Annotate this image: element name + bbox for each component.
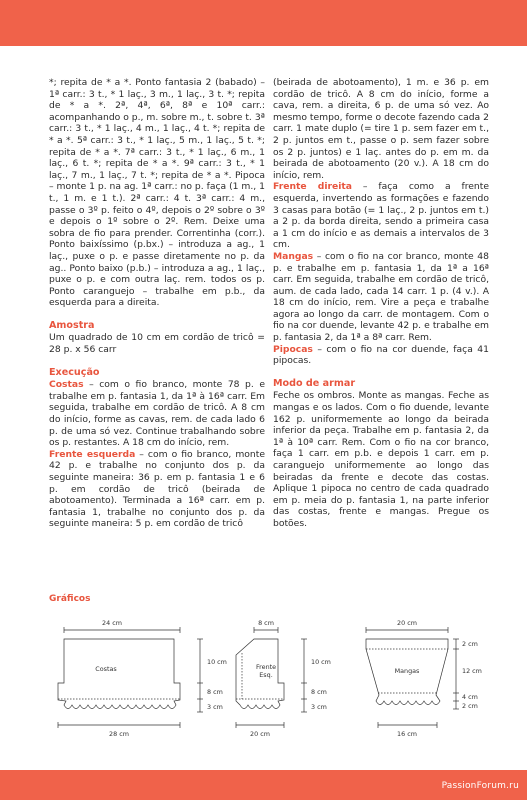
mangas-diagram <box>366 627 459 728</box>
costas-label: Costas <box>49 379 84 391</box>
frente-top-label: 8 cm <box>258 619 274 627</box>
costas-text: – com o fio branco, monte 78 p. e trabalhe em p. fantasia 1, da 1ª à 16ª carr. Em seguida, trabalhe em cordão de tricô. A 8 cm do início, forme as cavas, rem. de cada lado 6 p. de uma só vez. Continue trabalhando sobre os p. restantes. A 18 cm do início, rem. <box>49 379 265 449</box>
pipocas-text: – com o fio na cor duende, faça 41 pipocas. <box>273 343 489 367</box>
frente-esquerda-label: Frente esquerda <box>49 448 136 460</box>
frente-esquerda-paragraph <box>49 449 265 530</box>
costas-label: Costas <box>95 665 117 673</box>
frente-esquerda-text: – com o fio branco, monte 42 p. e trabalhe no conjunto dos p. da seguinte maneira: 36 p. em p. fantasia 1 e 6 p. em cordão de tricô (beirada de abotoamento). Terminada a 16ª carr. em p. fantasia 1, trabalhe no conjunto dos p. da seguinte maneira: 5 p. em cordão de tricô <box>49 448 265 530</box>
left-column <box>49 77 265 530</box>
modo-de-armar-heading: Modo de armar <box>273 377 356 389</box>
continued-text: (beirada de abotoamento), 1 m. e 36 p. em cordão de tricô. A 8 cm do início, forme a cava, rem. a direita, 6 p. de uma só vez. Ao mesmo tempo, forme o decote fazendo cada 2 carr. 1 mate duplo (= tire 1 p. sem fazer em t., 2 p. juntos em t., passe o p. sem fazer sobre os 2 p. juntos) e 1 laç. antes do p. em m. da beirada de abotoamento (20 v.). A 18 cm do início, rem. <box>273 77 489 181</box>
costas-top-label: 24 cm <box>102 619 122 627</box>
costas-outline <box>58 639 180 709</box>
pattern-diagrams <box>0 605 527 755</box>
intro-paragraph: *; repita de * a *. Ponto fantasia 2 (babado) – 1ª carr.: 3 t., * 1 laç., 3 m., 1 laç., 3 t. *; repita de * a *. 2ª, 4ª, 6ª, 8ª e 10ª carr.: acompanhando o p., m. sobre m., t. sobre t. 3ª carr.: 3 t., * 1 laç., 4 m., 1 laç., 4 t. *; repita de * a *. 5ª carr.: 3 t., * 1 laç., 5 m., 1 laç., 5 t. *; repita de * a *. 7ª carr.: 3 t., * 1 laç., 6 m., 1 laç., 6 t. *; repita de * a *. 9ª carr.: 3 t., * 1 laç., 7 m., 1 laç., 7 t. *; repita de * a *. Pipoca – monte 1 p. na ag. 1ª carr.: no p. faça (1 m., 1 t., 1 m. e 1 t.). 2ª carr.: 4 t. 3ª carr.: 4 m., passe o 3º p. feito o 4º, depois o 2º sobre o 3º e depois o 1º sobre o 2º. Rem. Deixe uma sobra de fio para prender. Correntinha (corr.). Ponto baixíssimo (p.bx.) – introduza a ag., 1 laç., puxe o p. e passe diretamente no p. da ag.. Ponto baixo (p.b.) – introduza a ag., 1 laç., puxe o p. e com outra laç. rem. todos os p. Ponto caranguejo – trabalhe em p.b., da esquerda para a direita. <box>49 77 265 309</box>
modo-de-armar-text: Feche os ombros. Monte as mangas. Feche as mangas e os lados. Com o fio duende, levante 162 p. uniformemente ao longo da beirada inferior da peça. Trabalhe em p. fantasia 2, da 1ª à 10ª carr. Rem. Com o fio na cor branco, faça 1 carr. em p.b. e depois 1 carr. em p. caranguejo uniformemente ao longo das beiradas da frente e decote das costas. Aplique 1 pipoca no centro de cada quadrado em p. meia do p. fantasia 1, na parte inferior das costas, frente e mangas. Pregue os botões. <box>273 390 489 529</box>
costas-h2-label: 8 cm <box>207 688 223 696</box>
costas-h1-label: 10 cm <box>207 658 227 666</box>
amostra-text: Um quadrado de 10 cm em cordão de tricô = 28 p. x 56 carr <box>49 332 265 356</box>
frente-h2-label: 8 cm <box>311 688 327 696</box>
mangas-h4-label: 2 cm <box>462 702 478 710</box>
mangas-top-label: 20 cm <box>397 619 417 627</box>
frente-bottom-label: 20 cm <box>250 730 270 738</box>
diagrams-svg <box>0 605 527 755</box>
costas-diagram <box>58 627 203 728</box>
frente-direita-paragraph <box>273 181 489 251</box>
frente-h1-label: 10 cm <box>311 658 331 666</box>
mangas-h1-label: 2 cm <box>462 640 478 648</box>
costas-h3-label: 3 cm <box>207 703 223 711</box>
mangas-h3-label: 4 cm <box>462 693 478 701</box>
pipocas-paragraph <box>273 344 489 367</box>
frente-label-2: Esq. <box>259 671 273 679</box>
mangas-bottom-label: 16 cm <box>397 730 417 738</box>
graficos-heading: Gráficos <box>49 594 91 604</box>
top-decorative-band <box>0 0 527 46</box>
costas-paragraph <box>49 379 265 449</box>
mangas-label: Mangas <box>273 250 314 262</box>
frente-direita-text: – faça como a frente esquerda, invertendo as formações e fazendo 3 casas para botão (= 1 laç., 2 p. juntos em t.) a 2 p. da borda direita, sendo a primeira casa a 1 cm do início e as demais a intervalos de 3 cm. <box>273 181 490 251</box>
frente-label-1: Frente <box>255 663 277 671</box>
frente-h3-label: 3 cm <box>311 703 327 711</box>
execucao-heading: Execução <box>49 366 100 378</box>
watermark-text: PassionForum.ru <box>441 781 519 791</box>
frente-direita-label: Frente direita <box>273 181 353 193</box>
costas-bottom-label: 28 cm <box>109 730 129 738</box>
mangas-label: Mangas <box>394 667 420 675</box>
mangas-text: – com o fio na cor branco, monte 48 p. e trabalhe em p. fantasia 1, da 1ª a 16ª carr. Em seguida, trabalhe em cordão de tricô, aum. de cada lado, cada 14 carr. 1 p. (4 v.). A 18 cm do início, rem. Vire a peça e trabalhe agora ao longo da carr. de montagem. Com o fio na cor duende, levante 42 p. e trabalhe em p. fantasia 2, da 1ª a 8ª carr. Rem. <box>273 250 489 344</box>
mangas-h2-label: 12 cm <box>462 667 482 675</box>
bottom-decorative-band <box>0 770 527 800</box>
right-column <box>273 77 489 530</box>
mangas-paragraph <box>273 251 489 344</box>
amostra-heading: Amostra <box>49 319 95 331</box>
pipocas-label: Pipocas <box>273 343 313 355</box>
